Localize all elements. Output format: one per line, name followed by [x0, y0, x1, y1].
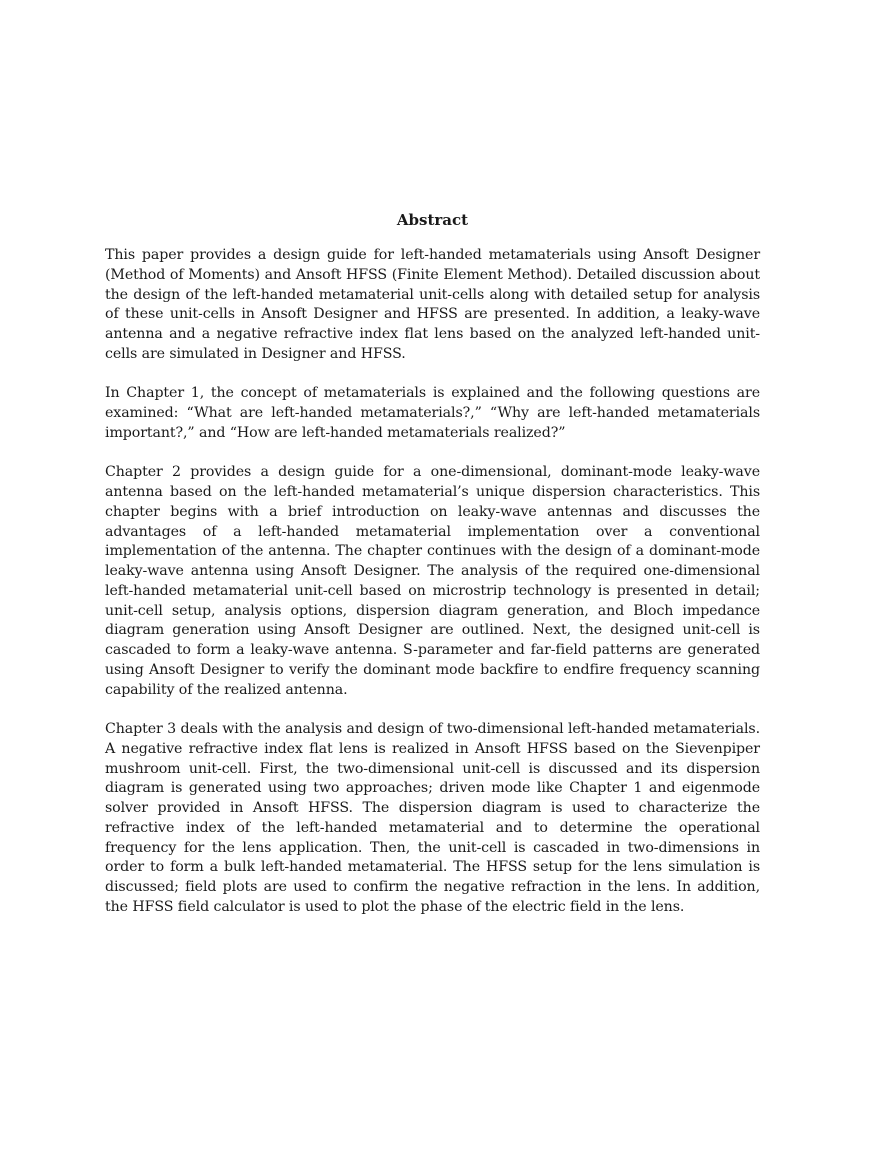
abstract-page	[105, 208, 760, 937]
abstract-paragraph-4: Chapter 3 deals with the analysis and design of two-dimensional left-handed metamaterials. A negative refractive index flat lens is realized in Ansoft HFSS based on the Sievenpiper mushroom unit-cell. First, the two-dimensional unit-cell is discussed and its dispersion diagram is generated using two approaches; driven mode like Chapter 1 and eigenmode solver provided in Ansoft HFSS. The dispersion diagram is used to characterize the refractive index of the left-handed metamaterial and to determine the operational frequency for the lens application. Then, the unit-cell is cascaded in two-dimensions in order to form a bulk left-handed metamaterial. The HFSS setup for the lens simulation is discussed; field plots are used to confirm the negative refraction in the lens. In addition, the HFSS field calculator is used to plot the phase of the electric field in the lens.	[105, 721, 760, 915]
abstract-paragraph-1: This paper provides a design guide for left-handed metamaterials using Ansoft Designer (Method of Moments) and Ansoft HFSS (Finite Element Method). Detailed discussion about the design of the left-handed metamaterial unit-cells along with detailed setup for analysis of these unit-cells in Ansoft Designer and HFSS are presented. In addition, a leaky-wave antenna and a negative refractive index flat lens based on the analyzed left-handed unit-cells are simulated in Designer and HFSS.	[105, 247, 760, 362]
abstract-paragraph-2: In Chapter 1, the concept of metamaterials is explained and the following questions are examined: “What are left-handed metamaterials?,” “Why are left-handed metamaterials important?,” and “How are left-handed metamaterials realized?”	[105, 385, 760, 441]
abstract-paragraph-3: Chapter 2 provides a design guide for a one-dimensional, dominant-mode leaky-wave antenna based on the left-handed metamaterial’s unique dispersion characteristics. This chapter begins with a brief introduction on leaky-wave antennas and discusses the advantages of a left-handed metamaterial implementation over a conventional implementation of the antenna. The chapter continues with the design of a dominant-mode leaky-wave antenna using Ansoft Designer. The analysis of the required one-dimensional left-handed metamaterial unit-cell based on microstrip technology is presented in detail; unit-cell setup, analysis options, dispersion diagram generation, and Bloch impedance diagram generation using Ansoft Designer are outlined. Next, the designed unit-cell is cascaded to form a leaky-wave antenna. S-parameter and far-field patterns are generated using Ansoft Designer to verify the dominant mode backfire to endfire frequency scanning capability of the realized antenna.	[105, 464, 760, 698]
abstract-title: Abstract	[396, 211, 469, 229]
